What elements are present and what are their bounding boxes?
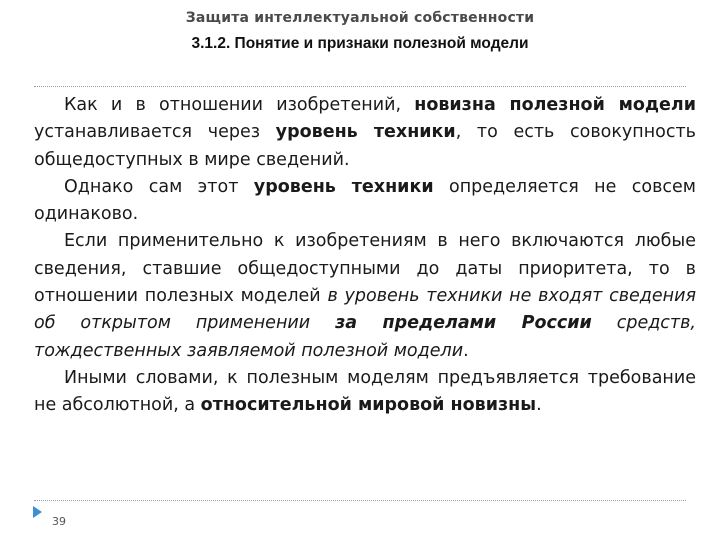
- paragraph-1: [34, 92, 696, 174]
- italic-run: в уровень техники не входят сведения об открытом применении: [34, 286, 697, 334]
- text-run: .: [536, 395, 542, 416]
- emphasis-relative-novelty: относительной мировой новизны: [200, 395, 537, 416]
- paragraph-3: [34, 228, 696, 364]
- slide-title: 3.1.2. Понятие и признаки полезной модели: [191, 35, 529, 52]
- emphasis-state-of-art: уровень техники: [275, 122, 456, 143]
- text-run: Однако сам этот: [64, 176, 254, 197]
- text-run: .: [463, 340, 469, 361]
- course-subject: Защита интеллектуальной собственности: [185, 10, 535, 26]
- paragraph-2: [34, 174, 696, 229]
- paragraph-4: [34, 365, 696, 420]
- emphasis-state-of-art: уровень техники: [253, 176, 434, 197]
- triangle-marker-icon: [33, 506, 42, 518]
- slide-header: [0, 10, 720, 53]
- italic-run: средств, тождественных заявляемой полезной модели: [34, 313, 696, 361]
- emphasis-novelty: новизна полезной модели: [414, 95, 696, 115]
- bottom-divider: [34, 500, 686, 501]
- top-divider: [34, 86, 686, 87]
- text-run: Как и в отношении изобретений,: [64, 95, 415, 115]
- page-number: 39: [52, 515, 66, 528]
- text-run: , то есть совокупность общедоступных в мире сведений.: [34, 122, 696, 170]
- text-run: устанавливается через: [34, 122, 276, 143]
- text-run: Иными словами, к полезным моделям предъявляется требование не абсолютной, а: [34, 367, 696, 416]
- text-run: определяется не совсем одинаково.: [34, 176, 696, 225]
- emphasis-outside-russia: за пределами России: [335, 313, 592, 334]
- slide-body: [34, 92, 696, 420]
- text-run: Если применительно к изобретениям в него включаются любые сведения, ставшие общедоступными до даты приоритета, то в отношении полезных моделей: [34, 231, 696, 307]
